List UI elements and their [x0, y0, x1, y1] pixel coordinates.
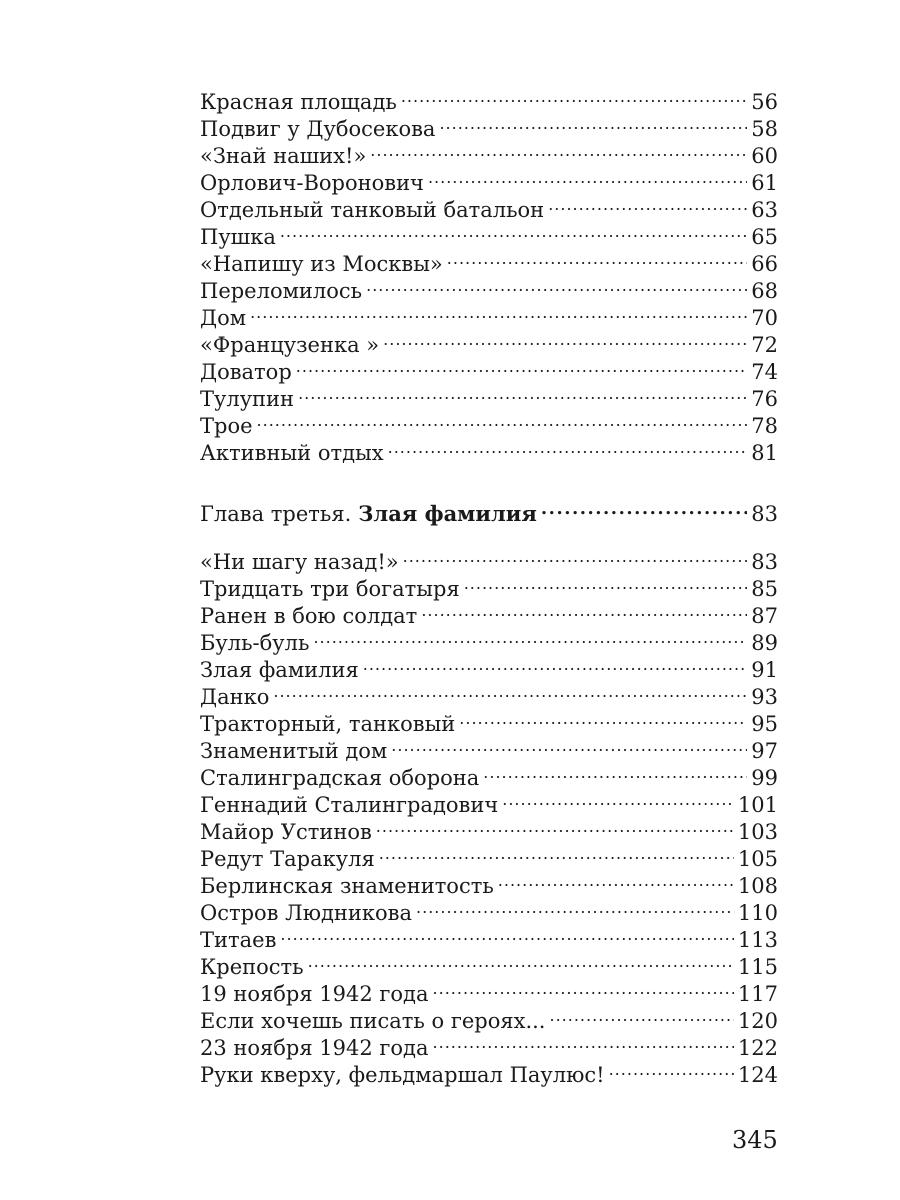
toc-entry-title: Тридцать три богатыря	[200, 577, 460, 601]
toc-entry-title: Тулупин	[200, 387, 295, 411]
toc-entry-page: 101	[737, 793, 778, 817]
dot-leader	[363, 650, 748, 677]
toc-entry-page: 124	[737, 1063, 778, 1087]
toc-entry-page: 103	[737, 820, 778, 844]
dot-leader	[250, 298, 747, 325]
toc-entry-title: «Напишу из Москвы»	[200, 252, 443, 276]
dot-leader	[421, 596, 747, 623]
toc-entry-page: 56	[751, 90, 778, 114]
toc-entry-page: 85	[751, 577, 778, 601]
dot-leader	[483, 758, 747, 785]
toc-entry-title: «Французенка »	[200, 333, 380, 357]
toc-entry-page: 122	[737, 1036, 778, 1060]
toc-entry-page: 113	[737, 928, 778, 952]
toc-entry-title: Буль-буль	[200, 631, 310, 655]
toc-entry-page: 61	[751, 171, 778, 195]
toc-entry	[200, 82, 778, 114]
toc-entry-page: 83	[751, 550, 778, 574]
toc-entry-title: Отдельный танковый батальон	[200, 198, 545, 222]
toc-entry-page: 81	[751, 441, 778, 465]
toc-entry-title: Если хочешь писать о героях...	[200, 1009, 546, 1033]
dot-leader	[273, 677, 747, 704]
toc-entry-page: 87	[751, 604, 778, 628]
toc-entry-title: «Ни шагу назад!»	[200, 550, 399, 574]
dot-leader	[308, 947, 734, 974]
dot-leader	[433, 974, 734, 1001]
toc-entry-page: 117	[737, 982, 778, 1006]
dot-leader	[459, 704, 747, 731]
toc-entry-page: 74	[751, 360, 778, 384]
toc-entry	[200, 704, 778, 736]
toc-entry-page: 76	[751, 387, 778, 411]
toc-entry	[200, 542, 778, 574]
toc-entry-title: Орлович-Воронович	[200, 171, 424, 195]
toc-entry-title: Трое	[200, 414, 253, 438]
dot-leader	[370, 136, 747, 163]
chapter-heading	[200, 494, 778, 524]
toc-entry	[200, 298, 778, 330]
toc-entry-page: 95	[751, 712, 778, 736]
toc-entry-page: 108	[737, 874, 778, 898]
dot-leader	[257, 406, 748, 433]
toc-entry-page: 115	[737, 955, 778, 979]
chapter-label: Глава третья.	[200, 502, 352, 526]
dot-leader	[391, 731, 747, 758]
toc-list-part2	[200, 542, 778, 1087]
toc-entry-title: Знаменитый дом	[200, 739, 388, 763]
toc-entry-title: Данко	[200, 685, 270, 709]
toc-entry-page: 110	[737, 901, 778, 925]
dot-leader	[401, 82, 747, 109]
toc-entry-title: Доватор	[200, 360, 292, 384]
dot-leader	[280, 920, 734, 947]
toc-entry	[200, 325, 778, 357]
dot-leader	[428, 163, 747, 190]
toc-entry-title: Подвиг у Дубосекова	[200, 117, 436, 141]
dot-leader	[388, 433, 748, 460]
dot-leader	[464, 569, 748, 596]
toc-entry-title: Остров Людникова	[200, 901, 413, 925]
dot-leader	[548, 190, 747, 217]
toc-entry-page: 105	[737, 847, 778, 871]
toc-entry-title: Руки кверху, фельдмаршал Паулюс!	[200, 1063, 605, 1087]
toc-entry-page: 97	[751, 739, 778, 763]
dot-leader	[366, 271, 747, 298]
toc-entry-title: Редут Таракуля	[200, 847, 375, 871]
toc-entry-page: 93	[751, 685, 778, 709]
dot-leader	[313, 623, 747, 650]
dot-leader	[433, 1028, 734, 1055]
dot-leader	[439, 109, 747, 136]
chapter-title: Злая фамилия	[358, 501, 537, 526]
toc-entry-title: Сталинградская оборона	[200, 766, 480, 790]
toc-entry-page: 68	[751, 279, 778, 303]
toc-entry-title: Дом	[200, 306, 247, 330]
toc-entry	[200, 244, 778, 276]
toc-entry-page: 70	[751, 306, 778, 330]
toc-entry-title: Красная площадь	[200, 90, 397, 114]
toc-entry-title: Пушка	[200, 225, 276, 249]
dot-leader	[403, 542, 748, 569]
page-number: 345	[732, 1126, 778, 1154]
toc-entry-title: Крепость	[200, 955, 304, 979]
toc-entry	[200, 406, 778, 438]
dot-leader	[379, 839, 734, 866]
toc-entry-page: 72	[751, 333, 778, 357]
toc-entry-page: 99	[751, 766, 778, 790]
toc-entry-page: 89	[751, 631, 778, 655]
toc-entry	[200, 217, 778, 249]
dot-leader	[280, 217, 747, 244]
toc-entry-title: Берлинская знаменитость	[200, 874, 494, 898]
toc-entry-title: Тракторный, танковый	[200, 712, 456, 736]
chapter-page-number: 83	[751, 502, 778, 526]
toc-entry-title: Титаев	[200, 928, 277, 952]
toc-entry-title: Майор Устинов	[200, 820, 372, 844]
dot-leader	[550, 1001, 734, 1028]
dot-leader	[383, 325, 747, 352]
toc-entry-title: 19 ноября 1942 года	[200, 982, 429, 1006]
dot-leader	[502, 785, 734, 812]
toc-entry-page: 66	[751, 252, 778, 276]
toc-entry-title: Ранен в бою солдат	[200, 604, 418, 628]
dot-leader	[541, 494, 747, 521]
toc-entry-title: Злая фамилия	[200, 658, 359, 682]
toc-entry-page: 63	[751, 198, 778, 222]
toc-entry-title: Переломилось	[200, 279, 363, 303]
dot-leader	[447, 244, 747, 271]
toc-list-part1	[200, 82, 778, 465]
toc-entry-title: Геннадий Сталинградович	[200, 793, 499, 817]
dot-leader	[376, 812, 734, 839]
dot-leader	[416, 893, 734, 920]
dot-leader	[609, 1055, 734, 1082]
toc-entry-page: 91	[751, 658, 778, 682]
toc-entry	[200, 947, 778, 979]
dot-leader	[296, 352, 748, 379]
toc-entry-title: Активный отдых	[200, 441, 384, 465]
toc-entry-page: 65	[751, 225, 778, 249]
toc-entry	[200, 433, 778, 465]
toc-entry-title: «Знай наших!»	[200, 144, 367, 168]
toc-entry-page: 60	[751, 144, 778, 168]
toc-entry	[200, 920, 778, 952]
table-of-contents	[200, 82, 778, 1087]
toc-entry-page: 58	[751, 117, 778, 141]
dot-leader	[498, 866, 734, 893]
toc-entry	[200, 677, 778, 709]
dot-leader	[298, 379, 747, 406]
toc-entry-page: 120	[737, 1009, 778, 1033]
toc-entry-page: 78	[751, 414, 778, 438]
toc-entry-title: 23 ноября 1942 года	[200, 1036, 429, 1060]
